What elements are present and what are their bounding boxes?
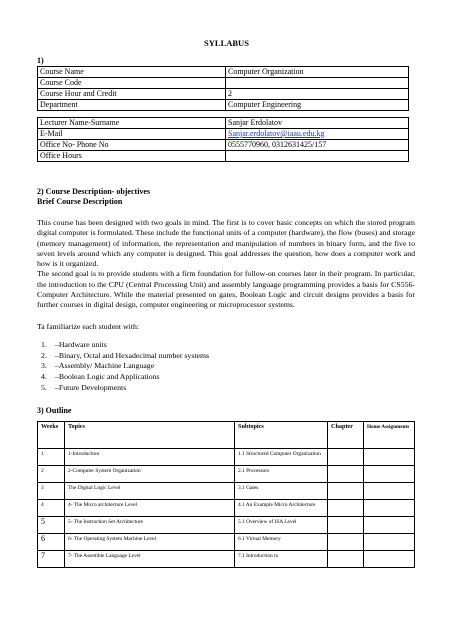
info-label: Department (38, 100, 226, 111)
info-value: 0555770960, 0312631425/157 (226, 140, 409, 151)
header-subtopics: Subtopics (235, 422, 328, 449)
assignment-cell (364, 500, 415, 517)
info-label: Lecturer Name-Surname (38, 118, 226, 129)
list-item (37, 351, 209, 362)
list-number: 5. (41, 382, 47, 392)
week-cell: 4 (38, 500, 65, 517)
header-weeks: Weeks (38, 422, 65, 449)
course-info-table (37, 66, 409, 162)
goals-intro: Ta familiarize each student with: (37, 322, 140, 331)
week-cell: 1 (38, 449, 65, 466)
list-text: –Future Developments (55, 382, 127, 392)
info-row (38, 67, 409, 78)
table-row (38, 483, 415, 500)
table-row (38, 466, 415, 483)
info-label: E-Mail (38, 129, 226, 140)
week-cell: 5 (38, 517, 65, 534)
assignment-cell (364, 483, 415, 500)
table-row (38, 517, 415, 534)
info-row (38, 151, 409, 162)
info-spacer-row (38, 111, 409, 118)
section-1-label: 1) (37, 56, 44, 65)
info-row (38, 89, 409, 100)
list-item (37, 340, 209, 351)
table-row (38, 449, 415, 466)
list-text: –Hardware units (55, 340, 107, 349)
list-number: 4. (41, 372, 47, 382)
chapter-cell (328, 449, 364, 466)
chapter-cell (328, 551, 364, 568)
header-chapter: Chapter (328, 422, 364, 449)
topic-cell: 2-Computer System Organization (65, 466, 235, 483)
table-row (38, 551, 415, 568)
list-item (37, 361, 209, 372)
info-value: Computer Organization (226, 67, 409, 78)
list-item (37, 383, 209, 394)
list-text: –Boolean Logic and Applications (55, 372, 160, 382)
description-paragraph: This course has been designed with two goals in mind. The first is to cover basic concepts on which the stored program digital computer is formulated. These include the functional units of a computer (hardware), the flow (buses) and storage (memory management) of information, the representation and manipulation of numbers in binary form, and the five to seven levels around which any computer is designed. This goal addresses the question, how does a computer work and how is it organized. (37, 218, 415, 269)
table-row (38, 534, 415, 551)
subtopic-cell: 1.1 Structured Computer Organization (235, 449, 328, 466)
list-text: –Assembly/ Machine Language (55, 361, 155, 371)
chapter-cell (328, 517, 364, 534)
list-number: 1. (41, 340, 47, 349)
table-row (38, 500, 415, 517)
chapter-cell (328, 483, 364, 500)
subtopic-cell: 6.1 Virtual Memory (235, 534, 328, 551)
topic-cell: The Digital Logic Level (65, 483, 235, 500)
info-value (226, 151, 409, 162)
assignment-cell (364, 534, 415, 551)
topic-cell: 1-Introduction (65, 449, 235, 466)
info-row (38, 78, 409, 89)
topic-cell: 4- The Micro architecture Level (65, 500, 235, 517)
header-home-assignments: Home Assignments (364, 422, 415, 449)
chapter-cell (328, 500, 364, 517)
info-value: Computer Engineering (226, 100, 409, 111)
outline-table (37, 421, 415, 568)
info-value (226, 129, 409, 140)
header-topics: Topics (65, 422, 235, 449)
info-label: Course Name (38, 67, 226, 78)
info-value (226, 78, 409, 89)
week-cell: 3 (38, 483, 65, 500)
section-2-subheading: Brief Course Description (37, 197, 123, 206)
subtopic-cell: 2.1 Processors (235, 466, 328, 483)
week-cell: 7 (38, 551, 65, 568)
outline-header-row (38, 422, 415, 449)
chapter-cell (328, 466, 364, 483)
week-cell: 2 (38, 466, 65, 483)
course-description (37, 218, 415, 311)
chapter-cell (328, 534, 364, 551)
description-paragraph: The second goal is to provide students with a firm foundation for follow-on courses later in their program. In particular, the introduction to the CPU (Central Processing Unit) and assembly language programming provides a basis for CS556-Computer Architecture. While the material presented on gates, Boolean Logic and circuit designs provides a basis for further courses in digital design, computer engineering or microprocessor systems. (37, 269, 415, 310)
list-item (37, 372, 209, 383)
assignment-cell (364, 551, 415, 568)
info-label: Office Hours (38, 151, 226, 162)
topic-cell: 5- The Instruction Set Architecture (65, 517, 235, 534)
info-row (38, 140, 409, 151)
assignment-cell (364, 517, 415, 534)
list-number: 3. (41, 361, 47, 371)
list-text: –Binary, Octal and Hexadecimal number systems (55, 350, 210, 360)
info-label: Office No- Phone No (38, 140, 226, 151)
assignment-cell (364, 449, 415, 466)
info-value: 2 (226, 89, 409, 100)
topic-cell: 7- The Assemble Language Level (65, 551, 235, 568)
goals-list (37, 340, 209, 394)
section-3-heading: 3) Outline (37, 406, 72, 415)
info-label: Course Code (38, 78, 226, 89)
page-title: SYLLABUS (204, 38, 249, 48)
list-number: 2. (41, 350, 47, 360)
info-value: Sanjar Erdolatov (226, 118, 409, 129)
subtopic-cell: 7.1 Introduction to (235, 551, 328, 568)
section-2-heading-block (37, 187, 150, 207)
subtopic-cell: 4.1 An Example Micro Architecture (235, 500, 328, 517)
subtopic-cell: 3.1 Gates (235, 483, 328, 500)
info-row (38, 129, 409, 140)
section-2-heading: 2) Course Description- objectives (37, 187, 151, 196)
week-cell: 6 (38, 534, 65, 551)
subtopic-cell: 5.1 Overview of ISA Level (235, 517, 328, 534)
info-label: Course Hour and Credit (38, 89, 226, 100)
info-row (38, 118, 409, 129)
email-link[interactable]: Sanjar.erdolatov@iaau.edu.kg (228, 129, 325, 138)
assignment-cell (364, 466, 415, 483)
info-row (38, 100, 409, 111)
topic-cell: 6- The Operating System Machine Level (65, 534, 235, 551)
